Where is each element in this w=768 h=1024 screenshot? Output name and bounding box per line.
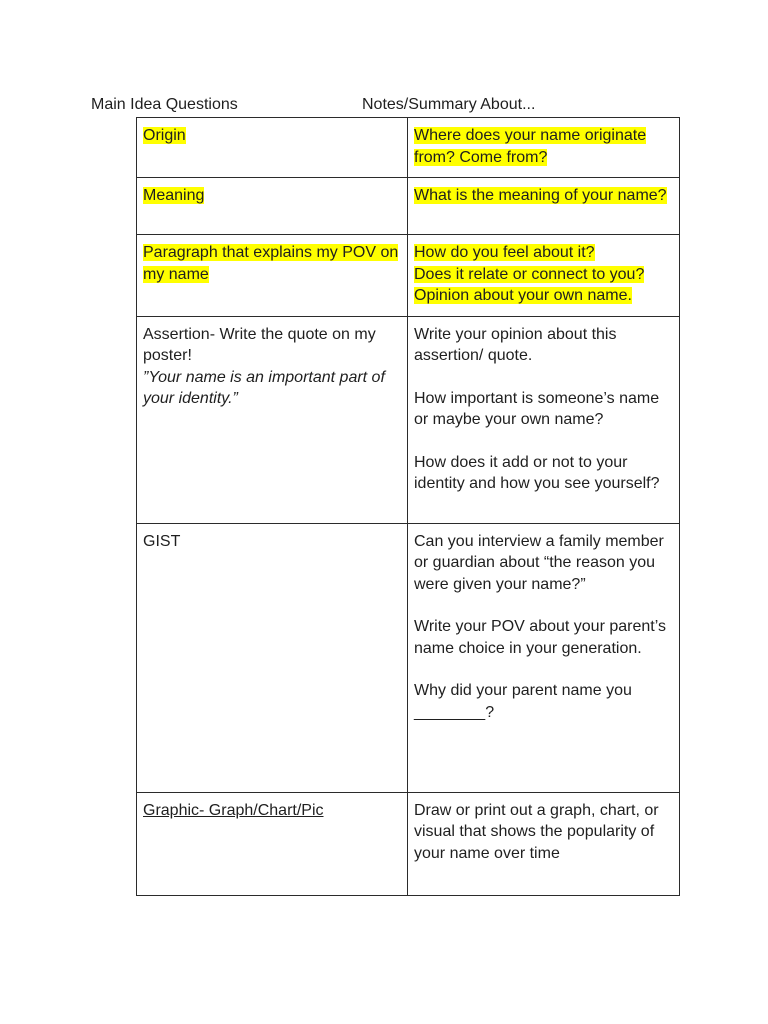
notes-origin: Where does your name originate from? Come from? (414, 127, 647, 166)
column-headers (0, 94, 768, 116)
question-origin: Origin (143, 127, 186, 144)
notes-pov-line-2: Does it relate or connect to you? (414, 265, 645, 283)
notes-cell (408, 118, 680, 178)
notes-gist-2: Write your POV about your parent’s name choice in your generation. (414, 618, 666, 657)
question-cell (137, 316, 408, 523)
question-cell (137, 235, 408, 317)
notes-pov-line-3: Opinion about your own name. (414, 287, 632, 304)
main-idea-heading: Main Idea Questions (91, 96, 238, 113)
notes-table (136, 117, 680, 896)
question-cell (137, 523, 408, 792)
notes-cell (408, 316, 680, 523)
question-cell (137, 118, 408, 178)
question-cell (137, 178, 408, 235)
notes-assertion-2: How important is someone’s name or maybe your own name? (414, 389, 660, 428)
notes-graphic: Draw or print out a graph, chart, or visual that shows the popularity of your name over time (414, 801, 659, 862)
notes-gist-3: Why did your parent name you ________? (414, 682, 632, 721)
table-row-gist (137, 523, 680, 792)
notes-gist-1: Can you interview a family member or guardian about “the reason you were given your name?” (414, 532, 664, 593)
notes-assertion-3: How does it add or not to your identity and how you see yourself? (414, 453, 660, 492)
notes-assertion-1: Write your opinion about this assertion/ quote. (414, 325, 617, 364)
notes-summary-heading: Notes/Summary About... (362, 96, 536, 113)
notes-meaning: What is the meaning of your name? (414, 187, 667, 204)
assertion-quote: ”Your name is an important part of your identity.” (143, 368, 385, 407)
table-row-graphic (137, 792, 680, 895)
question-meaning: Meaning (143, 187, 205, 204)
table-row-assertion (137, 316, 680, 523)
table-row-pov (137, 235, 680, 317)
question-cell (137, 792, 408, 895)
question-graphic: Graphic- Graph/Chart/Pic (143, 801, 324, 819)
notes-cell (408, 178, 680, 235)
table-row-meaning (137, 178, 680, 235)
question-assertion: Assertion- Write the quote on my poster! (143, 325, 376, 364)
notes-cell (408, 235, 680, 317)
table-row-origin (137, 118, 680, 178)
notes-pov-line-1: How do you feel about it? (414, 244, 595, 261)
notes-cell (408, 792, 680, 895)
question-pov: Paragraph that explains my POV on my name (143, 244, 399, 283)
question-gist: GIST (143, 532, 181, 550)
notes-cell (408, 523, 680, 792)
